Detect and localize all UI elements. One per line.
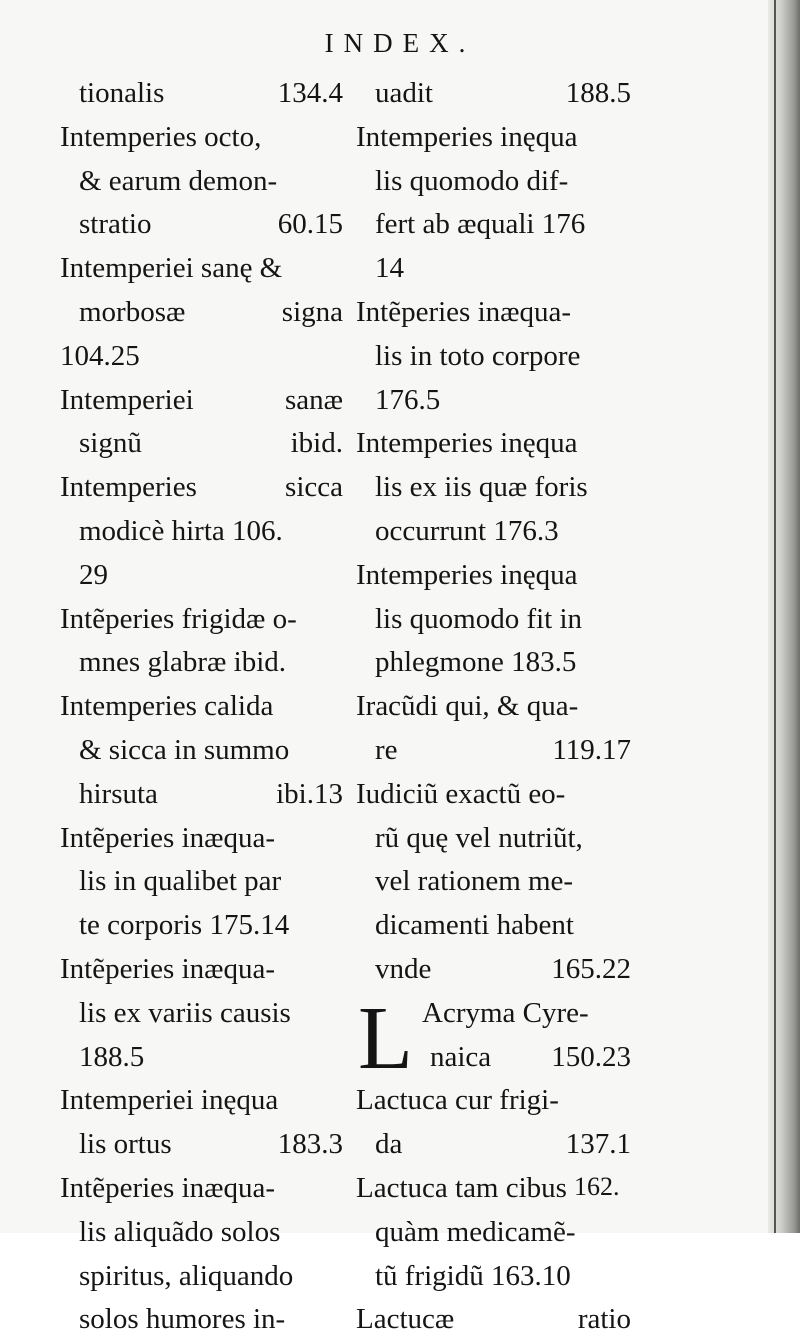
index-line	[60, 1211, 343, 1255]
index-page-ref: 119.17	[552, 733, 631, 766]
running-header: INDEX.	[324, 28, 476, 58]
index-page-ref: 183.3	[277, 1128, 343, 1161]
index-line	[356, 1211, 631, 1255]
index-term: te corporis 175.14	[79, 909, 290, 942]
index-line	[356, 598, 631, 642]
index-term: 176.5	[375, 383, 441, 416]
index-term: Intẽperies inæqua-	[60, 821, 276, 854]
index-line	[60, 510, 343, 554]
index-term: da	[375, 1128, 403, 1161]
index-line	[356, 729, 631, 773]
index-term: tionalis	[79, 77, 165, 109]
index-term: Iudiciũ exactũ eo-	[356, 777, 566, 810]
index-term: 104.25	[60, 339, 140, 372]
index-term: lis ex variis causis	[79, 996, 291, 1029]
index-page-ref: sanæ	[285, 383, 343, 416]
index-term: vnde	[375, 952, 432, 985]
index-page-ref: 188.5	[565, 77, 631, 109]
index-term: modicè hirta 106.	[79, 514, 283, 547]
index-term: vel rationem me-	[375, 865, 574, 898]
index-line	[60, 203, 343, 247]
index-column-left	[60, 72, 343, 1342]
index-term: lis in qualibet par	[79, 865, 282, 898]
index-term: Lactucæ	[356, 1303, 455, 1336]
index-term: Intemperies octo,	[60, 120, 262, 153]
index-line	[356, 466, 631, 510]
index-line	[356, 685, 631, 729]
index-page-ref: 134.4	[277, 77, 343, 109]
index-term: spiritus, aliquando	[79, 1259, 294, 1292]
index-line	[60, 817, 343, 861]
index-line	[60, 598, 343, 642]
index-line	[60, 773, 343, 817]
index-column-right-bottom	[356, 1079, 631, 1342]
index-term: solos humores in-	[79, 1303, 286, 1336]
index-line	[60, 1036, 343, 1080]
index-line	[60, 1123, 343, 1167]
index-term: Intẽperies inæqua-	[60, 1171, 276, 1204]
page-spine-shadow	[768, 0, 800, 1233]
index-term: mnes glabræ ibid.	[79, 646, 287, 679]
index-page-ref: 165.22	[551, 952, 631, 985]
index-line	[356, 247, 631, 291]
index-line	[356, 291, 631, 335]
index-line	[356, 641, 631, 685]
index-line	[356, 422, 631, 466]
index-page-ref: 60.15	[277, 208, 343, 241]
index-line	[356, 160, 631, 204]
index-term: phlegmone 183.5	[375, 646, 577, 679]
index-line	[60, 904, 343, 948]
index-line	[60, 1255, 343, 1299]
index-term: lis ex iis quæ foris	[375, 471, 588, 504]
index-term: & sicca in summo	[79, 733, 290, 766]
index-line	[356, 379, 631, 423]
drop-cap-letter: L	[358, 988, 413, 1088]
index-term: dicamenti habent	[375, 909, 574, 942]
drop-entry-line-2	[422, 1036, 631, 1080]
index-line	[356, 72, 631, 116]
index-term: 188.5	[79, 1040, 145, 1073]
index-line	[60, 335, 343, 379]
index-line	[60, 729, 343, 773]
index-term: lis quomodo dif-	[375, 164, 569, 197]
index-line	[60, 1079, 343, 1123]
index-term: Intemperies inęqua	[356, 427, 578, 460]
index-line	[60, 1167, 343, 1211]
index-line	[60, 160, 343, 204]
index-term: Intemperiei sanę &	[60, 252, 283, 285]
index-line	[60, 641, 343, 685]
index-line	[60, 116, 343, 160]
index-line	[356, 510, 631, 554]
index-term: & earum demon-	[79, 164, 278, 197]
index-page-ref: ratio	[577, 1303, 631, 1336]
index-term: Intemperiei inęqua	[60, 1084, 279, 1117]
index-page-ref: sicca	[285, 471, 343, 504]
index-column-right	[356, 72, 631, 1342]
index-line	[60, 72, 343, 116]
index-line	[60, 948, 343, 992]
index-term: Lactuca cur frigi-	[356, 1084, 559, 1117]
index-term: Intemperies	[60, 471, 197, 504]
index-page-ref: ibi.13	[276, 777, 343, 810]
index-term: fert ab æquali 176	[375, 208, 586, 241]
index-term: Intemperies calida	[60, 690, 274, 723]
index-line	[356, 116, 631, 160]
index-line	[356, 203, 631, 247]
index-term: morbosæ	[79, 295, 186, 328]
index-line	[60, 291, 343, 335]
index-term: lis quomodo fit in	[375, 602, 583, 635]
drop-entry-page: 150.23	[551, 1040, 631, 1073]
index-line	[356, 904, 631, 948]
index-term: Intemperiei	[60, 383, 194, 416]
index-term: signũ	[79, 427, 142, 460]
index-line	[356, 1255, 631, 1299]
index-line	[60, 685, 343, 729]
index-term: Intẽperies frigidæ o-	[60, 602, 297, 635]
index-line	[60, 554, 343, 598]
index-line	[356, 773, 631, 817]
index-term: re	[375, 733, 398, 766]
index-line	[356, 1298, 631, 1342]
drop-cap-entry	[356, 988, 631, 1088]
index-term: tũ frigidũ 163.10	[375, 1259, 571, 1292]
catchword: 162.	[574, 1172, 620, 1201]
page-binding-edge	[774, 0, 776, 1233]
index-line	[60, 860, 343, 904]
index-term: lis ortus	[79, 1128, 172, 1161]
index-line	[356, 554, 631, 598]
index-term: occurrunt 176.3	[375, 514, 559, 547]
index-term: quàm medicamẽ-	[375, 1215, 576, 1248]
index-line	[60, 422, 343, 466]
index-term: rũ quę vel nutriũt,	[375, 821, 583, 854]
drop-entry-line-1: Acryma Cyre-	[422, 996, 589, 1029]
index-line	[60, 247, 343, 291]
index-term: Intẽperies inæqua-	[60, 952, 276, 985]
index-term: uadit	[375, 77, 433, 109]
index-line	[356, 948, 631, 992]
index-term: stratio	[79, 208, 152, 241]
index-line	[60, 992, 343, 1036]
drop-entry-term: naica	[430, 1040, 492, 1073]
index-line	[356, 1123, 631, 1167]
index-term: Intemperies inęqua	[356, 558, 578, 591]
index-term: lis aliquãdo solos	[79, 1215, 281, 1248]
index-column-right-top	[356, 72, 631, 992]
index-line	[356, 817, 631, 861]
index-line	[60, 466, 343, 510]
index-page-ref: signa	[281, 295, 343, 328]
index-term: lis in toto corpore	[375, 339, 581, 372]
index-term: 14	[375, 252, 404, 285]
index-term: Intẽperies inæqua-	[356, 295, 572, 328]
index-line	[60, 379, 343, 423]
index-term: Intemperies inęqua	[356, 120, 578, 153]
index-page-ref: 137.1	[565, 1128, 631, 1161]
index-line	[60, 1298, 343, 1342]
index-term: Lactuca tam cibus	[356, 1171, 567, 1204]
index-line	[356, 335, 631, 379]
index-term: Iracũdi qui, & qua-	[356, 690, 579, 723]
index-term: hirsuta	[79, 777, 158, 810]
index-line	[356, 860, 631, 904]
index-page-ref: ibid.	[290, 427, 343, 460]
index-term: 29	[79, 558, 108, 591]
